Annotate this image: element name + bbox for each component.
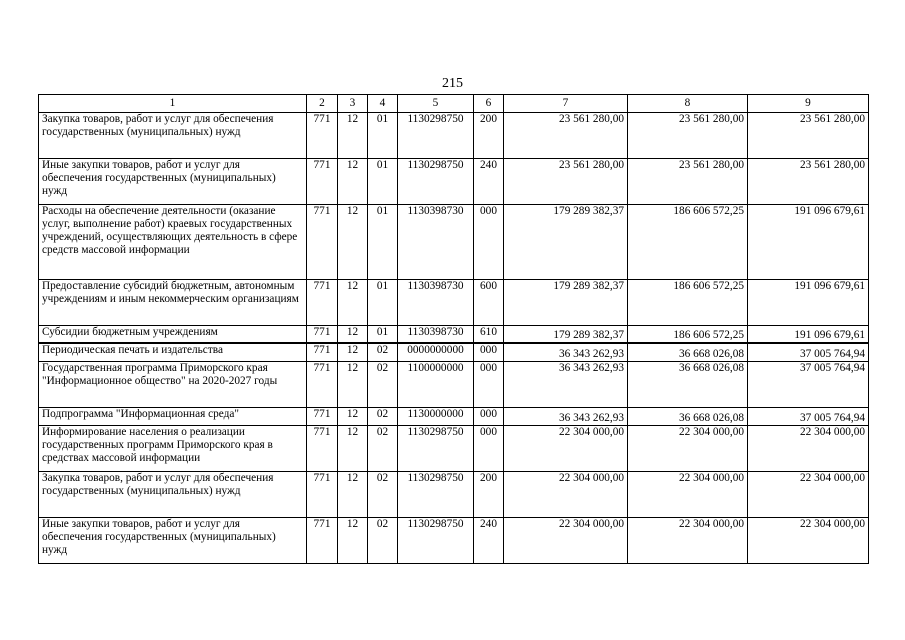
header-cell-2: 2	[307, 95, 338, 113]
row-amount-col8: 36 668 026,08	[628, 343, 748, 362]
header-cell-4: 4	[368, 95, 398, 113]
row-amount-col7: 22 304 000,00	[504, 518, 628, 564]
row-amount-col7: 36 343 262,93	[504, 408, 628, 426]
row-amount-col7: 23 561 280,00	[504, 159, 628, 205]
row-section-code: 12	[338, 362, 368, 408]
row-section-code: 12	[338, 280, 368, 326]
row-amount-col8: 23 561 280,00	[628, 159, 748, 205]
header-row	[39, 95, 869, 113]
row-name: Информирование населения о реализации государственных программ Приморского края в средствах массовой информации	[39, 426, 307, 472]
table-row	[39, 408, 869, 426]
budget-table	[38, 94, 869, 564]
row-expense-type: 240	[474, 518, 504, 564]
header-cell-7: 7	[504, 95, 628, 113]
row-section-code: 12	[338, 343, 368, 362]
header-cell-3: 3	[338, 95, 368, 113]
row-amount-col9: 22 304 000,00	[748, 472, 869, 518]
row-amount-col7: 36 343 262,93	[504, 362, 628, 408]
row-section-code: 12	[338, 113, 368, 159]
row-section-code: 12	[338, 426, 368, 472]
row-amount-col9: 23 561 280,00	[748, 159, 869, 205]
row-name: Закупка товаров, работ и услуг для обеспечения государственных (муниципальных) нужд	[39, 472, 307, 518]
row-ministry-code: 771	[307, 343, 338, 362]
row-section-code: 12	[338, 408, 368, 426]
row-name: Государственная программа Приморского края "Информационное общество" на 2020-2027 годы	[39, 362, 307, 408]
row-target-code: 1130298750	[398, 159, 474, 205]
row-subsection-code: 01	[368, 159, 398, 205]
row-ministry-code: 771	[307, 205, 338, 280]
row-name: Расходы на обеспечение деятельности (оказание услуг, выполнение работ) краевых государственных учреждений, осуществляющих деятельность в сфере средств массовой информации	[39, 205, 307, 280]
row-expense-type: 000	[474, 408, 504, 426]
row-ministry-code: 771	[307, 159, 338, 205]
row-subsection-code: 01	[368, 280, 398, 326]
row-amount-col9: 37 005 764,94	[748, 343, 869, 362]
row-ministry-code: 771	[307, 408, 338, 426]
row-target-code: 1130298750	[398, 518, 474, 564]
row-amount-col8: 36 668 026,08	[628, 408, 748, 426]
row-amount-col9: 23 561 280,00	[748, 113, 869, 159]
row-amount-col7: 179 289 382,37	[504, 326, 628, 343]
table-row	[39, 205, 869, 280]
row-amount-col8: 186 606 572,25	[628, 326, 748, 343]
row-section-code: 12	[338, 205, 368, 280]
row-subsection-code: 02	[368, 408, 398, 426]
table-row	[39, 343, 869, 362]
row-expense-type: 000	[474, 343, 504, 362]
row-name: Иные закупки товаров, работ и услуг для обеспечения государственных (муниципальных) нужд	[39, 518, 307, 564]
row-amount-col9: 37 005 764,94	[748, 408, 869, 426]
row-amount-col9: 37 005 764,94	[748, 362, 869, 408]
row-name: Подпрограмма "Информационная среда"	[39, 408, 307, 426]
header-cell-5: 5	[398, 95, 474, 113]
page-number: 215	[442, 76, 463, 91]
table-row	[39, 426, 869, 472]
row-subsection-code: 02	[368, 472, 398, 518]
row-expense-type: 000	[474, 362, 504, 408]
row-amount-col8: 22 304 000,00	[628, 472, 748, 518]
row-amount-col8: 22 304 000,00	[628, 426, 748, 472]
row-subsection-code: 02	[368, 362, 398, 408]
row-section-code: 12	[338, 472, 368, 518]
row-amount-col8: 36 668 026,08	[628, 362, 748, 408]
table-row	[39, 113, 869, 159]
row-amount-col7: 23 561 280,00	[504, 113, 628, 159]
table-row	[39, 159, 869, 205]
header-cell-1: 1	[39, 95, 307, 113]
row-name: Периодическая печать и издательства	[39, 343, 307, 362]
row-section-code: 12	[338, 326, 368, 343]
row-name: Предоставление субсидий бюджетным, автономным учреждениям и иным некоммерческим организациям	[39, 280, 307, 326]
row-target-code: 1100000000	[398, 362, 474, 408]
row-amount-col7: 22 304 000,00	[504, 472, 628, 518]
header-cell-9: 9	[748, 95, 869, 113]
row-ministry-code: 771	[307, 518, 338, 564]
row-target-code: 1130398730	[398, 205, 474, 280]
row-subsection-code: 01	[368, 205, 398, 280]
table-row	[39, 472, 869, 518]
row-amount-col7: 36 343 262,93	[504, 343, 628, 362]
row-expense-type: 200	[474, 472, 504, 518]
row-expense-type: 200	[474, 113, 504, 159]
row-ministry-code: 771	[307, 426, 338, 472]
row-amount-col9: 22 304 000,00	[748, 426, 869, 472]
row-section-code: 12	[338, 159, 368, 205]
row-target-code: 1130398730	[398, 280, 474, 326]
row-subsection-code: 02	[368, 518, 398, 564]
row-subsection-code: 01	[368, 113, 398, 159]
row-target-code: 1130298750	[398, 472, 474, 518]
row-expense-type: 000	[474, 205, 504, 280]
header-cell-8: 8	[628, 95, 748, 113]
row-amount-col7: 22 304 000,00	[504, 426, 628, 472]
row-amount-col8: 23 561 280,00	[628, 113, 748, 159]
row-name: Иные закупки товаров, работ и услуг для обеспечения государственных (муниципальных) нужд	[39, 159, 307, 205]
row-ministry-code: 771	[307, 472, 338, 518]
row-target-code: 1130298750	[398, 113, 474, 159]
row-expense-type: 610	[474, 326, 504, 343]
header-cell-6: 6	[474, 95, 504, 113]
table-row	[39, 518, 869, 564]
row-amount-col9: 191 096 679,61	[748, 326, 869, 343]
row-expense-type: 600	[474, 280, 504, 326]
row-amount-col7: 179 289 382,37	[504, 280, 628, 326]
table-row	[39, 326, 869, 343]
row-amount-col9: 22 304 000,00	[748, 518, 869, 564]
row-amount-col8: 186 606 572,25	[628, 280, 748, 326]
row-subsection-code: 02	[368, 426, 398, 472]
row-ministry-code: 771	[307, 362, 338, 408]
row-ministry-code: 771	[307, 326, 338, 343]
table-row	[39, 362, 869, 408]
row-amount-col8: 186 606 572,25	[628, 205, 748, 280]
row-amount-col7: 179 289 382,37	[504, 205, 628, 280]
row-section-code: 12	[338, 518, 368, 564]
row-ministry-code: 771	[307, 280, 338, 326]
row-target-code: 1130298750	[398, 426, 474, 472]
row-subsection-code: 02	[368, 343, 398, 362]
table-row	[39, 280, 869, 326]
row-amount-col8: 22 304 000,00	[628, 518, 748, 564]
row-target-code: 0000000000	[398, 343, 474, 362]
row-target-code: 1130398730	[398, 326, 474, 343]
row-ministry-code: 771	[307, 113, 338, 159]
row-target-code: 1130000000	[398, 408, 474, 426]
row-name: Закупка товаров, работ и услуг для обеспечения государственных (муниципальных) нужд	[39, 113, 307, 159]
row-expense-type: 240	[474, 159, 504, 205]
row-subsection-code: 01	[368, 326, 398, 343]
row-expense-type: 000	[474, 426, 504, 472]
row-name: Субсидии бюджетным учреждениям	[39, 326, 307, 343]
row-amount-col9: 191 096 679,61	[748, 205, 869, 280]
row-amount-col9: 191 096 679,61	[748, 280, 869, 326]
